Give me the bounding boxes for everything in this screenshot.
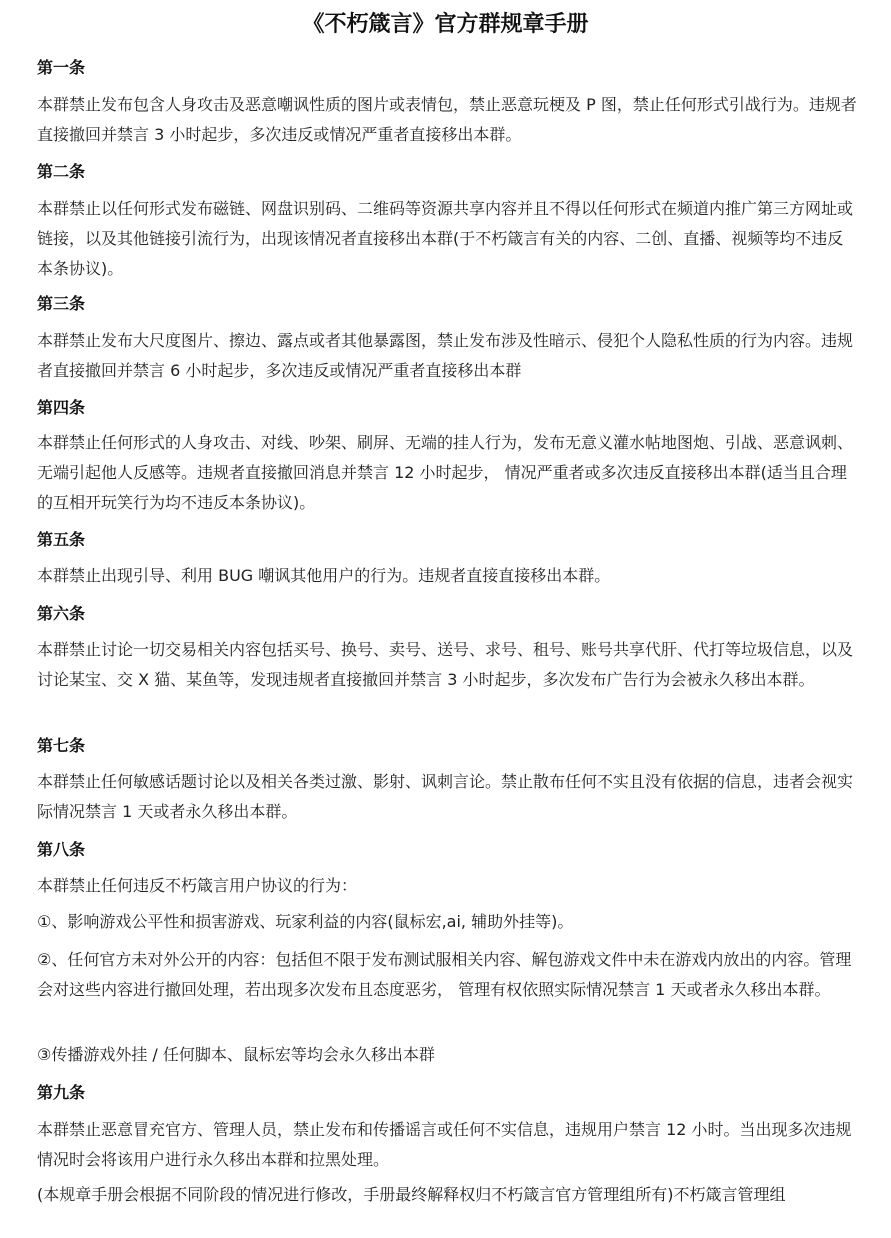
article-8-heading: 第八条 xyxy=(37,840,86,859)
article-9-text: 本群禁止恶意冒充官方、管理人员，禁止发布和传播谣言或任何不实信息，违规用户禁言 12 小时。当出现多次违规情况时会将该用户进行永久移出本群和拉黑处理。 xyxy=(37,1120,852,1169)
article-2-heading: 第二条 xyxy=(37,162,86,181)
article-7-heading: 第七条 xyxy=(37,736,86,755)
article-1-heading: 第一条 xyxy=(37,58,86,77)
article-8-item-3: ③传播游戏外挂 / 任何脚本、鼠标宏等均会永久移出本群 xyxy=(37,1045,435,1064)
article-3-text: 本群禁止发布大尺度图片、擦边、露点或者其他暴露图，禁止发布涉及性暗示、侵犯个人隐私性质的行为内容。违规者直接撤回并禁言 6 小时起步，多次违反或情况严重者直接移出本群 xyxy=(37,331,854,380)
article-1-text: 本群禁止发布包含人身攻击及恶意嘲讽性质的图片或表情包，禁止恶意玩梗及 P 图，禁止任何形式引战行为。违规者直接撤回并禁言 3 小时起步，多次违反或情况严重者直接移出本群。 xyxy=(37,95,857,144)
article-4-heading: 第四条 xyxy=(37,398,86,417)
article-3-heading: 第三条 xyxy=(37,294,86,313)
article-2-text: 本群禁止以任何形式发布磁链、网盘识别码、二维码等资源共享内容并且不得以任何形式在频道内推广第三方网址或链接，以及其他链接引流行为，出现该情况者直接移出本群(于不朽箴言有关的内容、二创、直播、视频等均不违反本条协议)。 xyxy=(37,199,854,278)
closing-note: (本规章手册会根据不同阶段的情况进行修改，手册最终解释权归不朽箴言官方管理组所有)不朽箴言管理组 xyxy=(37,1185,786,1204)
article-5-text: 本群禁止出现引导、利用 BUG 嘲讽其他用户的行为。违规者直接直接移出本群。 xyxy=(37,566,611,585)
article-6-text: 本群禁止讨论一切交易相关内容包括买号、换号、卖号、送号、求号、租号、账号共享代肝、代打等垃圾信息，以及讨论某宝、交 X 猫、某鱼等，发现违规者直接撤回并禁言 3 小时起步，多次发布广告行为会被永久移出本群。 xyxy=(37,640,854,689)
article-5-heading: 第五条 xyxy=(37,530,86,549)
page-title: 《不朽箴言》官方群规章手册 xyxy=(302,12,589,37)
article-6-heading: 第六条 xyxy=(37,604,86,623)
article-9-heading: 第九条 xyxy=(37,1083,86,1102)
article-8-item-1: ①、影响游戏公平性和损害游戏、玩家利益的内容(鼠标宏,ai, 辅助外挂等)。 xyxy=(37,912,574,931)
article-8-intro: 本群禁止任何违反不朽箴言用户协议的行为： xyxy=(37,876,358,895)
article-7-text: 本群禁止任何敏感话题讨论以及相关各类过激、影射、讽刺言论。禁止散布任何不实且没有依据的信息，违者会视实际情况禁言 1 天或者永久移出本群。 xyxy=(37,772,854,821)
article-4-text: 本群禁止任何形式的人身攻击、对线、吵架、刷屏、无端的挂人行为，发布无意义灌水帖地图炮、引战、恶意讽刺、无端引起他人反感等。违规者直接撤回消息并禁言 12 小时起步， 情况严重者或多次违反直接移出本群(适当且合理的互相开玩笑行为均不违反本条协议)。 xyxy=(37,433,854,512)
article-8-item-2: ②、任何官方未对外公开的内容：包括但不限于发布测试服相关内容、解包游戏文件中未在游戏内放出的内容。管理会对这些内容进行撤回处理，若出现多次发布且态度恶劣， 管理有权依照实际情况禁言 1 天或者永久移出本群。 xyxy=(37,950,852,999)
